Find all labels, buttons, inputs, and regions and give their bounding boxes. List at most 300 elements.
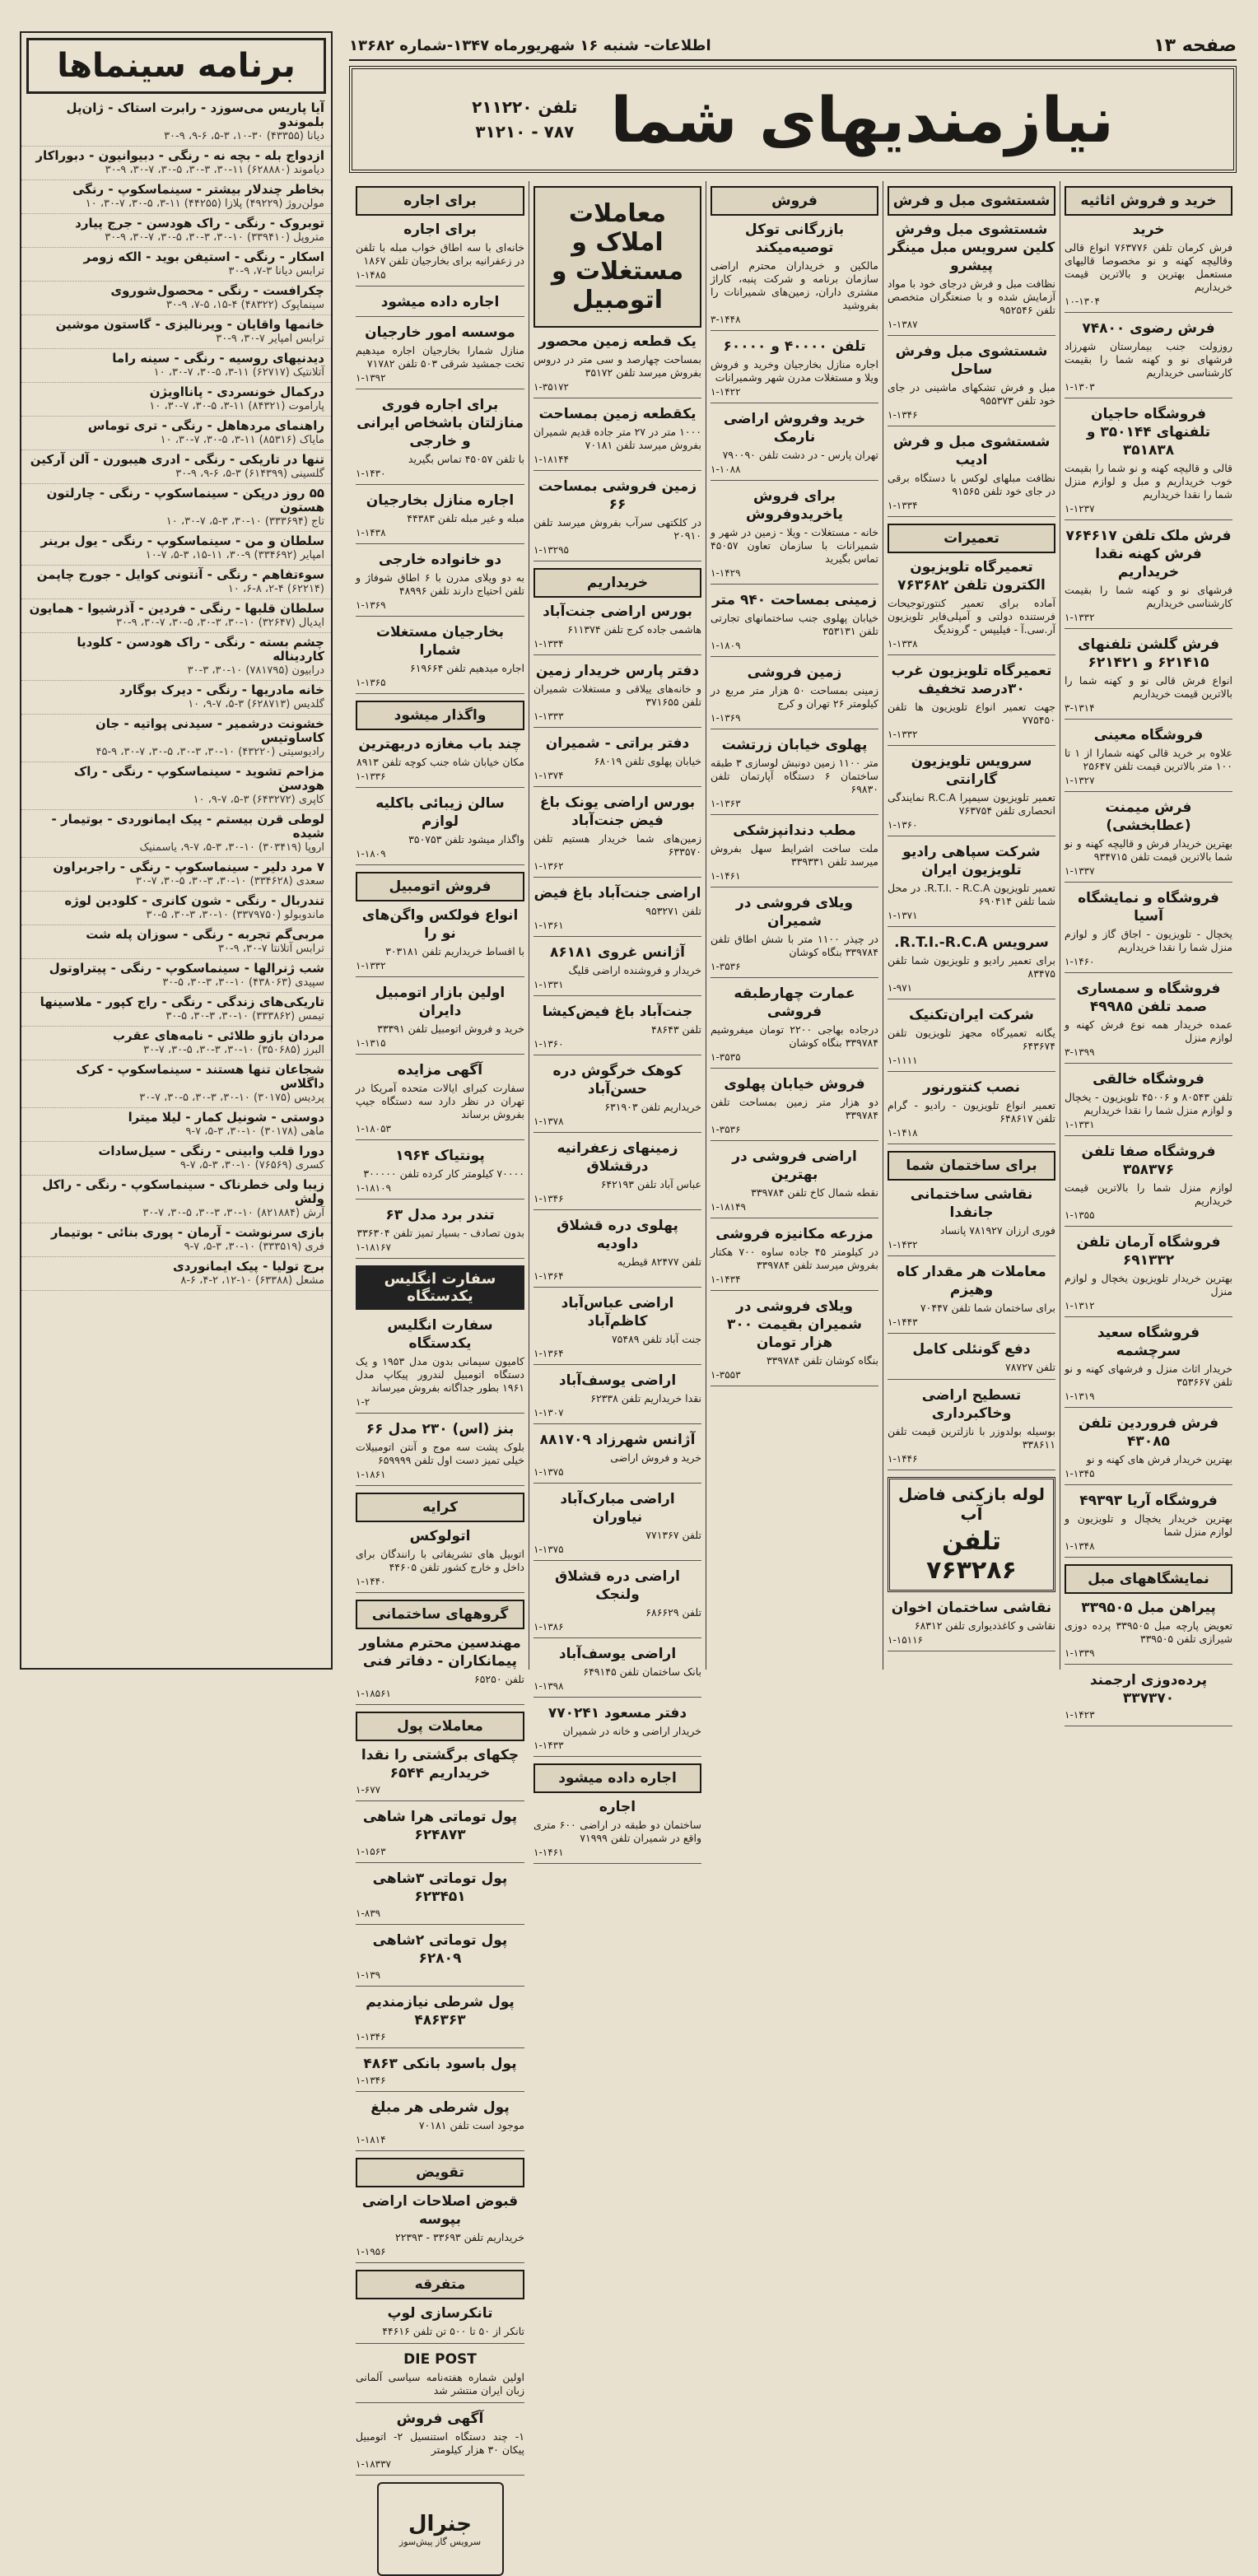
ad-body: به دو ویلای مدرن با ۶ اطاق شوفاژ و تلفن احتیاج دارند تلفن ۴۸۹۹۶	[356, 571, 524, 597]
ad-title: اجاره منازل بخارجیان	[366, 492, 515, 509]
ad-title: آژانس شهرزاد ۸۸۱۷۰۹	[539, 1432, 696, 1448]
ad-code: ۱-۱۳۹	[356, 1969, 381, 1981]
ad-code: ۱-۳۵۳۵	[711, 1051, 741, 1063]
ad-code: ۱-۱۳۶۹	[356, 599, 386, 611]
ad-title: شستشوی مبل وفرش کلین سرویس مبل مینگر پیشرو	[888, 221, 1055, 274]
ad-title: فروشگاه صفا تلفن ۳۵۸۳۷۶	[1081, 1144, 1216, 1178]
ad-code: ۱-۱۴۴۶	[888, 1453, 918, 1465]
ad-title: دفتر پارس خریدار زمین	[535, 663, 700, 679]
ad-title: قبوض اصلاحات اراضی بپوسه	[361, 2193, 519, 2228]
ad-code: ۱-۱۳۲۹۵	[533, 544, 570, 556]
ad-title: بورس اراضی یونک باغ فیض جنت‌آباد	[539, 794, 696, 829]
ad-code: ۱-۱۴۳۳	[533, 1740, 564, 1751]
ad-code: ۱-۱۳۶۴	[533, 1270, 564, 1282]
ad-body: خرید و فروش اتومبیل تلفن ۳۳۳۹۱	[377, 1022, 524, 1035]
ad-body: فرش کرمان تلفن ۷۶۳۷۷۶ انواع قالی وقالیچه کهنه و نو مخصوصا قالیهای مستعمل بهترین و بالاترین قیمت خریداریم	[1065, 241, 1232, 293]
section-heading: معاملات پول	[356, 1712, 524, 1741]
ad-code: ۱-۱۸۵۶۱	[356, 1688, 392, 1699]
ad-body: متر ۱۱۰۰ زمین دونبش لوسازی ۳ طبقه ساختمان ۶ دستگاه آپارتمان تلفن ۶۹۸۳۰	[711, 757, 878, 795]
cinema-entry	[21, 925, 331, 959]
classified-ad	[711, 1148, 878, 1218]
boxed-ad-phone: تلفن ۷۶۳۲۸۶	[926, 1527, 1017, 1585]
ad-body: هاشمی جاده کرج تلفن ۶۱۱۳۷۴	[567, 623, 701, 636]
ad-title: فرش گلشن تلفنهای ۶۲۱۴۱۵ و ۶۲۱۴۲۱	[1077, 636, 1220, 671]
banner-phones	[472, 95, 577, 144]
ad-code: ۱-۱۳۶۰	[888, 819, 918, 831]
classified-ad	[533, 1798, 701, 1864]
classified-ad	[533, 405, 701, 471]
classified-columns	[349, 181, 1237, 2547]
ad-title: اجاره داده میشود	[380, 294, 500, 310]
classified-ad	[533, 1704, 701, 1757]
ad-body: خانه‌ای با سه اطاق خواب مبله با تلفن در زعفرانیه برای بخارجیان تلفن ۱۸۶۷	[356, 241, 524, 267]
classified-ad	[1065, 1599, 1232, 1665]
ad-body: برای ساختمان شما تلفن ۷۰۴۴۷	[920, 1302, 1055, 1314]
ad-title: کوهک خرگوش دره حسن‌آباد	[552, 1063, 683, 1097]
cinema-programs	[20, 31, 333, 1670]
column-rentals-autos	[352, 181, 529, 2547]
ad-title: فروشگاه آرمان تلفن ۶۹۱۳۳۲	[1076, 1234, 1221, 1269]
ad-title: شستشوی مبل و فرش ادیب	[892, 434, 1051, 468]
ad-title: تعمیرگاه تلویزیون غرب ۳۰درصد تخفیف	[891, 663, 1052, 697]
column-cleaning-repairs	[883, 181, 1060, 1670]
classified-ad	[533, 1062, 701, 1133]
ad-title: تعمیرگاه تلویزیون الکترون تلفن ۷۶۳۶۸۲	[897, 559, 1046, 594]
cinema-entry	[21, 892, 331, 925]
film-title: تاریکی‌های زندگی - رنگی - راج کپور - ملاسینها	[40, 995, 324, 1009]
ad-body: موجود است تلفن ۷۰۱۸۱	[418, 2119, 524, 2131]
ad-body: خریداریم تلفن ۳۳۶۹۳ - ۲۲۳۹۳	[395, 2231, 524, 2243]
ad-title: فرش میمنت (عطابخشی)	[1105, 799, 1192, 834]
ad-code: ۱-۱۳۳۴	[888, 500, 918, 511]
ad-code: ۱-۱۳۴۶	[356, 2075, 386, 2086]
classified-ad	[1065, 1671, 1232, 1726]
ad-title: فرش فروردین تلفن ۴۳۰۸۵	[1078, 1415, 1219, 1450]
classified-ad	[533, 662, 701, 728]
cinema-entry	[21, 349, 331, 383]
classified-ad	[356, 2099, 524, 2151]
ad-body: مبله و غیر مبله تلفن ۴۴۳۸۳	[407, 512, 524, 524]
classified-ad	[356, 1993, 524, 2048]
classified-ad	[356, 2410, 524, 2476]
cinema-entry	[21, 214, 331, 248]
classified-ad	[356, 1634, 524, 1705]
classified-ad	[356, 1931, 524, 1987]
classified-ad	[888, 843, 1055, 927]
ad-body: سفارت کبرای ایالات متحده آمریکا در تهران در نظر دارد سه دستگاه جیپ بفروش برساند	[356, 1082, 524, 1120]
ad-code: ۱-۱۴۳۲	[888, 1239, 918, 1251]
film-title: چشم بسته - رنگی - راک هودسن - کلودیا کاردیناله	[77, 635, 324, 664]
showtimes: رادیوسیتی (۴۳۲۲۰) ۱۰-۳۰، ۳-۳۰، ۵-۳۰، ۷-۳۰، ۹-۴۵	[96, 746, 324, 758]
ad-code: ۱-۱۳۶۴	[533, 1348, 564, 1359]
ad-code: ۱-۱۴۲۹	[711, 567, 741, 579]
showtimes: کاپری (۶۴۳۲۷۲) ۳-۵، ۷-۹، ۱۰	[193, 794, 324, 806]
classified-ad	[1065, 799, 1232, 883]
film-title: راهنمای مردهاهل - رنگی - تری توماس	[87, 418, 324, 433]
classified-ad	[1065, 726, 1232, 792]
ad-code: ۱-۶۷۷	[356, 1784, 381, 1796]
ad-body: انواع فرش قالی نو و کهنه شما را بالاترین قیمت خریداریم	[1065, 674, 1232, 700]
classified-ad	[533, 884, 701, 937]
ad-code: ۱-۱۳۰۷	[533, 1407, 564, 1418]
ad-body: نظافت مبل و فرش درجای خود با مواد آزمایش شده و با صنعتگران متخصص تلفن ۹۵۲۵۴۶	[888, 277, 1055, 316]
ad-body: یخچال - تلویزیون - اجاق گاز و لوازم منزل شما را نقدا خریداریم	[1065, 928, 1232, 953]
section-divider: سفارت انگلیس یکدستگاه	[356, 1265, 524, 1310]
section-heading: تعمیرات	[888, 524, 1055, 553]
classified-ad	[1065, 889, 1232, 973]
ad-code: ۱-۱۳۷۱	[888, 910, 918, 921]
ad-body: خرید و فروش اراضی	[610, 1451, 701, 1464]
ad-body: تعمیر انواع تلویزیون - رادیو - گرام تلفن ۶۴۸۶۱۷	[888, 1099, 1055, 1125]
ad-code: ۱-۳۵۱۷۲	[533, 381, 570, 393]
ad-code: ۱-۱۲۳۷	[1065, 503, 1095, 515]
logo-sub: سرویس گاز پیش‌سوز	[398, 2536, 482, 2547]
classified-ad	[533, 603, 701, 655]
ad-code: ۱-۱۸۰۹	[356, 848, 386, 859]
showtimes: درابیون (۷۸۱۷۹۵) ۱۰-۳۰، ۳-۳۰	[187, 664, 324, 677]
ad-code: ۱-۱۳۶۱	[533, 920, 564, 931]
showtimes: پاراموت (۸۴۳۲۱) ۱۱-۳، ۵-۳۰، ۷-۳۰، ۱۰	[149, 400, 324, 412]
ad-body: فرشهای نو و کهنه شما را بقیمت کارشناسی خریداریم	[1065, 584, 1232, 609]
classified-ad	[888, 934, 1055, 999]
cinema-entry	[21, 147, 331, 180]
showtimes: ترابس دیانا ۳-۷، ۹-۳۰	[228, 265, 324, 277]
classified-ad	[356, 2304, 524, 2344]
ad-body: فوری ارزان ۷۸۱۹۲۷ پانساد	[940, 1224, 1055, 1237]
classified-ad	[356, 1870, 524, 1925]
film-title: بازی سرنوشت - آرمان - پوری بنائی - بوتیمار	[50, 1225, 324, 1240]
classified-ad	[356, 1206, 524, 1259]
ad-title: سالن زیبائی باکلیه لوازم	[375, 795, 505, 830]
classified-ad	[533, 734, 701, 787]
classified-ad	[888, 1386, 1055, 1470]
ad-title: بنز (اس) ۲۳۰ مدل ۶۶	[366, 1421, 515, 1437]
ad-code: ۱-۱۸۱۴	[356, 2134, 386, 2145]
classified-ad	[888, 1340, 1055, 1380]
classified-ad	[533, 1139, 701, 1210]
classified-ad	[1065, 980, 1232, 1064]
cinema-entry	[21, 1257, 331, 1291]
ad-body: تانکر از ۵۰ تا ۵۰۰ تن تلفن ۴۴۶۱۶	[382, 2325, 524, 2337]
showtimes: سینماپوک (۴۸۳۲۲) ۴-۱۵، ۵-۷، ۹-۳۰	[165, 299, 324, 311]
ad-body: تعمیر تلویزیون R.T.I. - R.C.A. در محل شما تلفن ۶۹۰۴۱۴	[888, 882, 1055, 907]
ad-title: شرکت ایران‌تکنیک	[909, 1007, 1034, 1023]
ad-body: تلفن ۶۵۲۵۰	[473, 1673, 524, 1685]
cinema-entry	[21, 417, 331, 450]
cinema-entry	[21, 762, 331, 810]
classified-ad	[533, 794, 701, 878]
ad-title: مطب دندانپزشکی	[733, 822, 856, 839]
ad-title: فروشگاه سعید سرچشمه	[1097, 1325, 1200, 1359]
ad-code: ۱-۱۳۳۸	[888, 638, 918, 650]
ad-code: ۱-۱۳۴۶	[888, 409, 918, 421]
ad-code: ۳-۱۴۴۸	[711, 314, 741, 325]
cinema-entry	[21, 532, 331, 566]
ad-code: ۳-۱۳۱۴	[1065, 702, 1095, 714]
ad-body: تلفن ۷۷۱۳۶۷	[645, 1529, 701, 1541]
classified-ad	[356, 2350, 524, 2403]
ad-code: ۱-۳۵۳۶	[711, 1124, 741, 1135]
ad-code: ۱-۱۴۸۵	[356, 269, 386, 281]
ad-code: ۱-۱۳۷۸	[533, 1116, 564, 1127]
classified-ad	[711, 410, 878, 481]
ad-code: ۱-۱۱۱۱	[888, 1055, 918, 1066]
ad-code: ۱-۱۳۴۸	[1065, 1540, 1095, 1552]
ad-body: در چیذر ۱۱۰۰ متر با شش اطاق تلفن ۳۳۹۷۸۴ بنگاه کوشان	[711, 933, 878, 958]
ad-code: ۱-۱۳۴۶	[533, 1193, 564, 1204]
cinema-entry	[21, 383, 331, 417]
film-title: مربی‌گم تجربه - رنگی - سوزان پله شت	[86, 927, 324, 942]
film-title: زیبا ولی خطرناک - سینماسکوپ - رنگی - راکل ولش	[42, 1177, 324, 1206]
section-heading: برای اجاره	[356, 186, 524, 216]
ad-code: ۱-۱۸۶۱	[356, 1469, 386, 1480]
cinema-entry	[21, 959, 331, 993]
ad-body: آماده برای تعمیر کنتورتوجیحات فرستنده دولتی و آمپلی‌فایر تلویزیون آر.سی.آ - فیلیپس - گروندیگ	[888, 597, 1055, 636]
ad-title: شرکت سپاهی رادیو تلویزیون ایران	[902, 844, 1041, 878]
classified-ad	[356, 984, 524, 1055]
classified-ad	[533, 333, 701, 398]
film-title: سوءتفاهم - رنگی - آنتونی کوایل - جورج چاپمن	[36, 567, 324, 582]
film-title: آیا پاریس می‌سوزد - رابرت استاک - ژان‌پل بلموندو	[66, 100, 324, 129]
classified-ad	[533, 477, 701, 561]
banner-title: نیازمندیهای شما	[610, 82, 1114, 156]
ad-title: اراضی مبارک‌آباد نیاوران	[560, 1491, 675, 1526]
showtimes: ماندوبولو (۳۳۷۹۷۵۰) ۱۰-۳۰، ۳-۳۰، ۵-۳۰	[146, 909, 324, 921]
ad-body: خیابان پهلوی جنب ساختمانهای تجارتی تلفن ۳۵۳۱۳۱	[711, 612, 878, 637]
ad-body: تهران پارس - در دشت تلفن ۷۹۰۰۹۰	[722, 449, 878, 461]
ad-title: تسطیح اراضی وخاکبرداری	[921, 1387, 1022, 1422]
ad-title: چند باب مغازه دربهترین	[358, 736, 522, 752]
ad-code: ۱-۱۸۱۴۹	[711, 1201, 747, 1213]
ad-title: تندر برد مدل ۶۳	[385, 1207, 495, 1223]
film-title: بخاطر چندلار بیشتر - سینماسکوپ - رنگی	[72, 182, 324, 197]
classified-ad	[711, 736, 878, 815]
ad-body: بنگاه کوشان تلفن ۳۳۹۷۸۴	[766, 1354, 878, 1367]
ad-body: بهترین خریدار تلویزیون یخچال و لوازم منزل	[1065, 1272, 1232, 1297]
ad-code: ۱-۱۴۶۰	[1065, 956, 1095, 967]
page-header	[349, 31, 1237, 61]
classified-ad	[1065, 636, 1232, 720]
ad-body: در کلکتهی سرآب بفروش میرسد تلفن ۲۰۹۱۰	[533, 516, 701, 542]
dateline: اطلاعات- شنبه ۱۶ شهریورماه ۱۳۴۷-شماره ۱۳۶۸۲	[349, 36, 711, 54]
ad-title: اراضی فروشی در بهترین	[732, 1148, 857, 1183]
film-title: اسکار - رنگی - استیفن بوید - الکه زومر	[83, 249, 324, 264]
cinema-entry	[21, 810, 331, 858]
ad-code: ۱-۱۰۸۸	[711, 463, 741, 475]
showtimes: آرش (۸۲۱۸۸۴) ۱۰-۳۰، ۳-۳۰، ۵-۳۰، ۷-۳۰	[142, 1207, 324, 1219]
showtimes: مشعل (۶۳۳۸۸) ۱۰-۱۲، ۲-۴، ۶-۸	[180, 1274, 324, 1287]
film-title: چکرافست - رنگی - محصول‌شوروی	[110, 283, 324, 298]
ad-title: فروشگاه خالقی	[1093, 1071, 1204, 1088]
ad-code: ۱-۳۵۵۳	[711, 1369, 741, 1381]
classified-ad	[1065, 405, 1232, 520]
section-heading: فروش اتومبیل	[356, 872, 524, 901]
cinema-entry	[21, 1223, 331, 1257]
section-heading: خرید و فروش اثاثیه	[1065, 186, 1232, 216]
classified-ad	[356, 1147, 524, 1199]
ad-title: زمین فروشی	[747, 664, 842, 681]
cinema-entry	[21, 681, 331, 715]
ad-body: یگانه تعمیرگاه مجهز تلویزیون تلفن ۶۴۳۶۷۴	[888, 1027, 1055, 1052]
ad-code: ۱-۱۴۶۱	[533, 1847, 564, 1858]
logo-main: جنرال	[408, 2511, 472, 2536]
section-heading: خریداریم	[533, 568, 701, 598]
ad-title: اراضی یوسف‌آباد	[558, 1646, 677, 1662]
ad-code: ۱-۱۳۳۲	[888, 729, 918, 740]
ad-title: پول توماتی هرا شاهی ۶۲۴۸۷۳	[362, 1809, 518, 1843]
page-number: صفحه ۱۳	[1153, 35, 1237, 56]
ad-code: ۱-۸۳۹	[356, 1908, 381, 1919]
ad-body: تلفن ۸۰۵۴۳ و ۴۵۰۰۶ تلویزیون - یخچال و لوازم منزل شما را نقدا خریداریم	[1065, 1091, 1232, 1116]
film-title: تنها در تاریکی - رنگی - ادری هیبورن - آلن آرکین	[30, 452, 324, 467]
film-title: مزاحم تشوید - سینماسکوپ - رنگی - راک هودسن	[73, 764, 324, 793]
ad-code: ۱-۱۴۴۰	[356, 1576, 386, 1587]
ad-title: DIE POST	[403, 2351, 477, 2368]
classified-ad	[711, 338, 878, 403]
ad-code: ۱-۱۳۳۶	[356, 771, 386, 782]
cinema-entry	[21, 993, 331, 1027]
ad-body: تلفن ۶۸۶۶۲۹	[645, 1606, 701, 1619]
cinema-entry	[21, 450, 331, 484]
film-title: خانه مادریها - رنگی - دیرک بوگارد	[119, 682, 324, 697]
ad-title: برای فروش یاخریدوفروش	[745, 488, 844, 523]
ad-body: کامیون سیمانی بدون مدل ۱۹۵۳ و یک دستگاه اتومبیل لندرور پیکاپ مدل ۱۹۶۱ بطور جداگانه بفروش میرساند	[356, 1355, 524, 1394]
ad-title: پول توماتی ۲شاهی ۶۲۸۰۹	[372, 1932, 508, 1967]
classified-ad	[356, 1808, 524, 1863]
ad-title: دو خانواده خارجی	[378, 552, 502, 568]
showtimes: دیاموند (۶۲۸۸۸۰) ۱۱-۳۰، ۳-۳۰، ۵-۳۰، ۷-۳۰، ۹-۳۰	[105, 164, 324, 176]
ad-body: علاوه بر خرید قالی کهنه شمارا از ۱ تا ۱۰۰ متر بالاترین قیمت تلفن ۲۵۶۴۷	[1065, 747, 1232, 772]
ad-code: ۱-۱۳۱۲	[1065, 1300, 1095, 1311]
ad-title: زمین فروشی بمساحت ۶۶	[538, 478, 697, 513]
classified-ad	[1065, 1414, 1232, 1485]
ad-title: پول توماتی ۳شاهی ۶۲۳۴۵۱	[372, 1870, 508, 1905]
ad-code: ۱-۱۸۱۶۷	[356, 1241, 392, 1253]
ad-code: ۱-۲	[356, 1396, 370, 1408]
ad-title: مهندسین محترم مشاور پیمانکاران - دفاتر فنی	[359, 1635, 521, 1670]
column-sales	[706, 181, 883, 1670]
ad-code: ۱-۱۳۶۰	[533, 1038, 564, 1050]
ad-code: ۱-۱۳۰۳	[1065, 381, 1095, 393]
ad-code: ۱-۱۳۶۵	[356, 677, 386, 688]
classified-ad	[533, 1003, 701, 1055]
ad-title: چکهای برگشتی را نقدا خریداریم ۶۵۴۴	[361, 1747, 520, 1782]
classified-ad	[356, 1746, 524, 1801]
classified-ad	[888, 558, 1055, 655]
ad-body: برای تعمیر رادیو و تلویزیون شما تلفن ۸۳۴۷۵	[888, 954, 1055, 980]
showtimes: گلدیس (۶۲۸۷۱۳) ۳-۵، ۷-۹، ۱۰	[188, 698, 324, 710]
ad-body: جنت آباد تلفن ۷۵۴۸۹	[611, 1333, 701, 1345]
ad-title: دفتر مسعود ۷۷۰۲۴۱	[547, 1705, 687, 1721]
showtimes: آتلانتیک (۶۲۷۱۷) ۱۱-۳، ۵-۳۰، ۷-۳۰، ۱۰	[153, 366, 324, 379]
ad-body: اولین شماره هفته‌نامه سیاسی آلمانی زبان ایران منتشر شد	[356, 2371, 524, 2397]
ad-title: سرویس تلویزیون گارانتی	[911, 753, 1032, 788]
ad-body: خریدار و فروشنده اراضی قلیگ	[568, 964, 701, 976]
cinema-entry	[21, 1108, 331, 1142]
classified-ad	[356, 1061, 524, 1140]
classified-ad	[888, 221, 1055, 336]
ad-code: ۱-۱۳۳۷	[1065, 865, 1095, 877]
ad-code: ۱-۱۴۳۰	[356, 468, 386, 479]
cinema-list	[21, 99, 331, 1291]
ad-body: تعمیر تلویزیون سیمپرا R.C.A نمایندگی انحصاری تلفن ۷۶۳۷۵۴	[888, 791, 1055, 817]
ad-code: ۱-۱۳۶۹	[711, 712, 741, 724]
cinema-entry	[21, 1060, 331, 1108]
ad-title: مزرعه مکانیزه فروشی	[715, 1226, 874, 1242]
ad-code: ۱-۱۳۵۵	[1065, 1209, 1095, 1221]
classified-ad	[533, 1490, 701, 1561]
ad-body: با تلفن ۴۵۰۵۷ تماس بگیرید	[408, 453, 524, 465]
ad-title: پول شرطی نیازمندیم ۴۸۶۳۶۳	[366, 1994, 515, 2029]
cinema-entry	[21, 99, 331, 147]
ad-code: ۱-۱۳۳۲	[356, 960, 386, 971]
film-title: شب ژنرالها - سینماسکوپ - رنگی - پیتراوتول	[49, 961, 324, 976]
classified-ad	[711, 894, 878, 978]
column-real-estate	[529, 181, 706, 1858]
cinema-entry	[21, 715, 331, 762]
ad-body: بهترین خریدار فرش و قالیچه کهنه و نو شما بالاترین قیمت تلفن ۹۳۴۷۱۵	[1065, 837, 1232, 863]
cinema-entry	[21, 315, 331, 349]
ad-title: نصب کنتورنور	[922, 1079, 1021, 1096]
showtimes: متروپل (۳۳۹۴۱۰) ۱۰-۳۰، ۳-۳۰، ۵-۳۰، ۷-۳۰، ۹-۳۰	[105, 231, 324, 244]
ad-body: مالکین و خریداران محترم اراضی سازمان برنامه و شرکت پنبه، کاراژ مشتری داران، زمین‌های شمیرانات را بفروشید	[711, 259, 878, 311]
ad-title: اجاره	[599, 1799, 636, 1815]
ad-title: انواع فولکس واگن‌های نو را	[361, 907, 519, 942]
boxed-ad-title: لوله بازکنی فاضل آب	[898, 1484, 1045, 1524]
classified-ad	[356, 396, 524, 485]
classified-ad	[533, 1217, 701, 1288]
ad-body: تلفن ۴۸۶۴۳	[650, 1023, 701, 1036]
ad-body: اجاره منازل بخارجیان وخرید و فروش ویلا و مستغلات مدرن شهر وشمیرانات	[711, 358, 878, 384]
ad-title: پرده‌دوزی ارجمند ۳۳۷۳۷۰	[1089, 1672, 1208, 1707]
ad-title: فروشگاه معینی	[1093, 727, 1204, 743]
cinema-entry	[21, 1027, 331, 1060]
film-title: لوطی قرن بیستم - پیک ایمانوردی - بوتیمار - شیده	[51, 812, 324, 841]
classified-ad	[356, 551, 524, 617]
ad-code: ۱-۱۸۱۴۴	[533, 454, 570, 465]
ad-title: بخارجیان مستغلات شمارا	[375, 624, 505, 659]
ad-title: عمارت چهارطبقه فروشی	[734, 985, 855, 1020]
classified-ad	[888, 662, 1055, 746]
ad-code: ۱-۱۳۹۲	[356, 372, 386, 384]
classified-ad	[533, 1567, 701, 1638]
ad-code: ۱-۱۳۳۱	[533, 979, 564, 990]
ad-title: سفارت انگلیس یکدستگاه	[387, 1317, 493, 1352]
ad-title: نقاشی ساختمانی جانفدا	[910, 1186, 1033, 1221]
ad-body: بمساحت چهارصد و سی متر در دروس بفروش میرسد تلفن ۳۵۱۷۲	[533, 353, 701, 379]
section-heading: اجاره داده میشود	[533, 1763, 701, 1793]
film-title: برج تولیا - پیک ایمانوردی	[172, 1259, 324, 1274]
cinema-entry	[21, 599, 331, 633]
ad-body: ۱۰۰۰ متر در ۲۷ متر جاده قدیم شمیران بفروش میرسد تلفن ۷۰۱۸۱	[533, 426, 701, 451]
ad-body: و خانه‌های ییلاقی و مستغلات شمیران تلفن ۳۷۱۶۵۵	[533, 682, 701, 708]
ad-body: خریدار اثاث منزل و فرشهای کهنه و نو تلفن ۳۵۳۶۶۷	[1065, 1363, 1232, 1388]
general-logo	[377, 2482, 504, 2576]
ad-code: ۱۰-۱۳۰۴	[1065, 296, 1101, 307]
ad-title: ویلای فروشی در شمیران	[736, 895, 853, 929]
classified-ad	[1065, 221, 1232, 313]
cinema-entry	[21, 248, 331, 282]
ad-code: ۱-۱۳۱۹	[1065, 1390, 1095, 1402]
showtimes: البرز (۳۵۰۶۸۵) ۱۰-۳۰، ۳-۳۰، ۵-۳۰، ۷-۳۰	[143, 1044, 324, 1056]
ad-title: زمینی بمساحت ۹۴۰ متر	[711, 592, 878, 608]
ad-body: تلفن ۷۸۷۲۷	[1004, 1361, 1055, 1373]
cinema-entry	[21, 566, 331, 599]
ad-body: ۷۰۰۰۰ کیلومتر کار کرده تلفن ۳۰۰۰۰۰	[363, 1167, 524, 1180]
showtimes: ترابس آتلانتا ۷-۳۰، ۹-۳۰	[218, 943, 324, 955]
section-heading: کرایه	[356, 1493, 524, 1522]
ad-code: ۱-۱۳۳۳	[533, 710, 564, 722]
